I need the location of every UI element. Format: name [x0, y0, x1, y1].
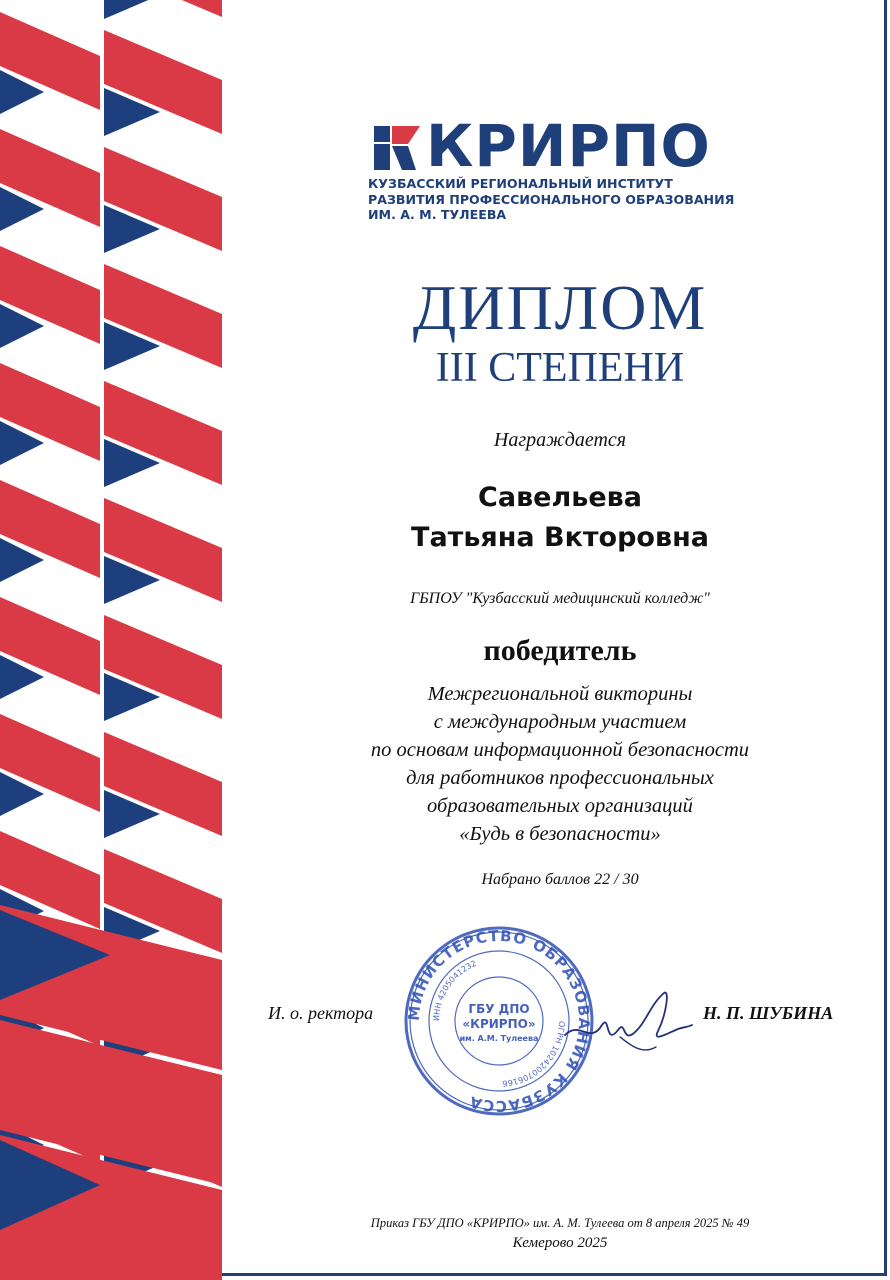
- diploma-degree: III СТЕПЕНИ: [435, 345, 685, 391]
- description-line: «Будь в безопасности»: [459, 823, 661, 845]
- recipient-name: [260, 478, 860, 558]
- institute-logo: [368, 112, 748, 227]
- seal-center-line: ГБУ ДПО: [468, 1002, 530, 1016]
- award-status: победитель: [483, 634, 637, 667]
- recipient-surname: Савельева: [478, 482, 642, 513]
- recipient-organization: ГБПОУ "Кузбасский медицинский колледж": [410, 590, 710, 607]
- awarded-label: Награждается: [493, 429, 627, 451]
- handwritten-signature: [560, 985, 695, 1065]
- logo-name: КРИРПО: [426, 112, 711, 180]
- seal-ring-text: МИНИСТЕРСТВО ОБРАЗОВАНИЯ КУЗБАССА: [404, 926, 594, 1116]
- description-line: образовательных организаций: [427, 795, 693, 817]
- description-line: Межрегиональной викторины: [427, 683, 693, 705]
- seal-ogrn-text: ОГРН 1024200706166: [502, 1020, 567, 1088]
- competition-description: [260, 680, 860, 848]
- logo-emblem-icon: [368, 120, 424, 176]
- recipient-given-names: Татьяна Вкторовна: [411, 522, 709, 553]
- seal-inn-text: ИНН 4205041232: [431, 958, 478, 1022]
- description-line: с международным участием: [433, 711, 687, 733]
- signatory-name: Н. П. ШУБИНА: [703, 1003, 834, 1023]
- logo-subtitle: [368, 176, 748, 223]
- logo-subtitle-line: КУЗБАССКИЙ РЕГИОНАЛЬНЫЙ ИНСТИТУТ: [368, 176, 673, 191]
- description-line: для работников профессиональных: [406, 767, 714, 789]
- order-reference: Приказ ГБУ ДПО «КРИРПО» им. А. М. Тулеева от 8 апреля 2025 № 49: [370, 1216, 750, 1230]
- logo-subtitle-line: РАЗВИТИЯ ПРОФЕССИОНАЛЬНОГО ОБРАЗОВАНИЯ: [368, 191, 735, 207]
- seal-center-line: «КРИРПО»: [462, 1017, 536, 1031]
- diploma-title: ДИПЛОМ: [412, 272, 708, 343]
- seal-center-line: им. А.М. Тулеева: [459, 1034, 539, 1043]
- city-year: Кемерово 2025: [512, 1235, 608, 1251]
- decorative-ornament: [0, 0, 222, 1280]
- logo-subtitle-line: ИМ. А. М. ТУЛЕЕВА: [368, 207, 507, 222]
- description-line: по основам информационной безопасности: [370, 739, 750, 761]
- score-text: Набрано баллов 22 / 30: [481, 871, 639, 888]
- signatory-position: И. о. ректора: [268, 1003, 374, 1023]
- ornament-triangle: [104, 0, 160, 19]
